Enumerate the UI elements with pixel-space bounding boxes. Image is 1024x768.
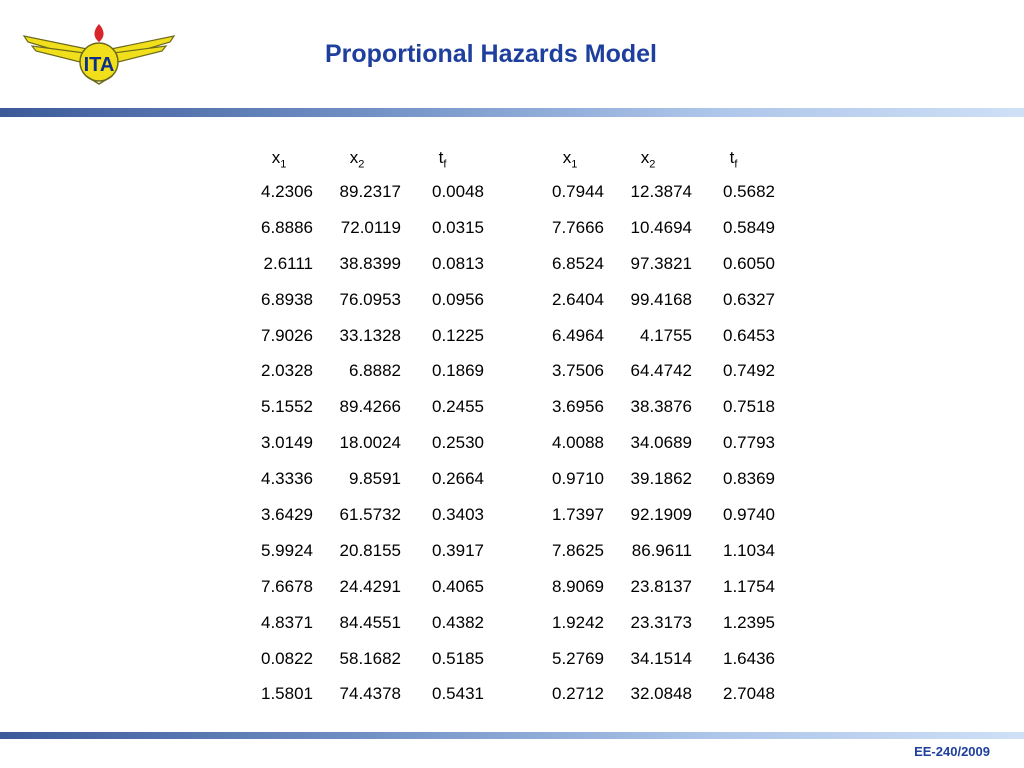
cell-x1: 2.0328 [261,361,313,381]
cell-x1: 3.0149 [261,433,313,453]
cell-tf: 1.1754 [723,576,775,596]
cell-x2: 34.1514 [630,648,692,668]
cell-tf: 0.0315 [432,217,484,237]
top-divider-band [0,108,1024,117]
cell-tf: 1.2395 [723,612,775,632]
bottom-divider-band [0,732,1024,739]
cell-x2: 23.8137 [630,576,692,596]
cell-x1: 0.2712 [552,684,604,704]
cell-x2: 6.8882 [349,361,401,381]
cell-x2: 20.8155 [339,540,401,560]
table-row [536,641,775,677]
cell-x1: 4.0088 [552,433,604,453]
cell-tf: 0.2664 [432,469,484,489]
cell-x2: 38.3876 [630,397,692,417]
cell-x1: 6.8938 [261,289,313,309]
cell-tf: 0.5682 [723,181,775,201]
cell-x2: 76.0953 [339,289,401,309]
cell-x2: 12.3874 [630,181,692,201]
cell-x1: 6.8524 [552,253,604,273]
table-row [245,605,484,641]
table-row [245,461,484,497]
cell-x1: 3.7506 [552,361,604,381]
cell-tf: 0.0956 [432,289,484,309]
cell-x1: 8.9069 [552,576,604,596]
cell-x2: 86.9611 [631,540,692,560]
cell-x2: 34.0689 [630,433,692,453]
table-row [245,210,484,246]
logo-flame [94,24,103,42]
column-header-tf: $t_f$ [438,147,447,171]
table-row [536,461,775,497]
table-row [245,318,484,354]
table-row [245,282,484,318]
table-header-row [245,144,484,174]
cell-tf: 0.7492 [723,361,775,381]
cell-tf: 0.6327 [723,289,775,309]
cell-x2: 58.1682 [339,648,401,668]
cell-tf: 0.6453 [723,325,775,345]
cell-x2: 99.4168 [630,289,692,309]
cell-x1: 1.5801 [261,684,313,704]
cell-x2: 24.4291 [339,576,401,596]
column-header-x1: $x_1$ [271,147,287,171]
table-row [536,425,775,461]
table-body-left [245,174,484,712]
cell-x1: 3.6429 [261,504,313,524]
cell-x2: 89.2317 [339,181,401,201]
cell-tf: 0.1225 [432,325,484,345]
cell-x1: 7.9026 [261,325,313,345]
table-row [536,676,775,712]
cell-x2: 38.8399 [339,253,401,273]
cell-x1: 6.4964 [552,325,604,345]
cell-tf: 0.8369 [723,469,775,489]
cell-x2: 61.5732 [339,504,401,524]
cell-x1: 4.2306 [261,181,313,201]
footer-course-code: EE-240/2009 [914,744,990,759]
column-header-x2: $x_2$ [349,147,365,171]
cell-tf: 0.2455 [432,397,484,417]
table-row [536,533,775,569]
table-row [245,389,484,425]
table-row [536,210,775,246]
table-row [536,282,775,318]
cell-x1: 2.6404 [552,289,604,309]
cell-tf: 0.0813 [432,253,484,273]
cell-x1: 0.9710 [552,469,604,489]
cell-x2: 97.3821 [630,253,692,273]
cell-x1: 6.8886 [261,217,313,237]
page-title: Proportional Hazards Model [325,40,657,68]
cell-x2: 64.4742 [630,361,692,381]
cell-x2: 23.3173 [630,612,692,632]
ita-logo [22,20,176,86]
logo-text: ITA [83,54,115,76]
cell-x2: 39.1862 [630,469,692,489]
cell-x2: 18.0024 [339,433,401,453]
cell-x2: 72.0119 [340,217,401,237]
cell-x2: 32.0848 [630,684,692,704]
cell-tf: 0.6050 [723,253,775,273]
cell-tf: 0.1869 [432,361,484,381]
column-header-tf: $t_f$ [729,147,738,171]
cell-x2: 10.4694 [630,217,692,237]
data-table-left [245,144,484,712]
cell-x2: 33.1328 [339,325,401,345]
cell-tf: 0.5185 [432,648,484,668]
cell-x1: 3.6956 [552,397,604,417]
cell-x1: 0.7944 [552,181,604,201]
cell-x2: 84.4551 [339,612,401,632]
cell-tf: 1.1034 [723,540,775,560]
cell-tf: 0.3917 [432,540,484,560]
table-row [536,569,775,605]
cell-x2: 9.8591 [349,469,401,489]
table-row [245,641,484,677]
table-row [536,318,775,354]
table-row [536,174,775,210]
cell-x1: 1.9242 [552,612,604,632]
cell-x1: 7.8625 [552,540,604,560]
table-body-right [536,174,775,712]
table-header-row [536,144,775,174]
table-row [245,533,484,569]
cell-tf: 0.9740 [723,504,775,524]
cell-x2: 92.1909 [630,504,692,524]
data-table-right [536,144,775,712]
table-row [536,246,775,282]
table-row [536,389,775,425]
cell-x2: 4.1755 [640,325,692,345]
table-row [245,497,484,533]
column-header-x1: $x_1$ [562,147,578,171]
table-row [536,605,775,641]
cell-x1: 0.0822 [261,648,313,668]
cell-tf: 0.7793 [723,433,775,453]
table-row [536,353,775,389]
cell-x1: 7.6678 [261,576,313,596]
cell-x1: 7.7666 [552,217,604,237]
cell-tf: 0.4065 [432,576,484,596]
cell-x1: 5.9924 [261,540,313,560]
cell-x1: 1.7397 [552,504,604,524]
cell-x1: 4.3336 [261,469,313,489]
cell-tf: 0.4382 [432,612,484,632]
cell-tf: 0.5849 [723,217,775,237]
table-row [245,676,484,712]
table-row [536,497,775,533]
table-row [245,569,484,605]
cell-x2: 74.4378 [339,684,401,704]
cell-x1: 5.1552 [261,397,313,417]
table-row [245,425,484,461]
table-row [245,353,484,389]
cell-tf: 0.0048 [432,181,484,201]
cell-tf: 0.3403 [432,504,484,524]
cell-x1: 2.6111 [263,253,313,273]
cell-tf: 2.7048 [723,684,775,704]
cell-x1: 5.2769 [552,648,604,668]
cell-x2: 89.4266 [339,397,401,417]
cell-tf: 0.5431 [432,684,484,704]
table-row [245,174,484,210]
cell-x1: 4.8371 [261,612,313,632]
table-row [245,246,484,282]
cell-tf: 0.7518 [723,397,775,417]
cell-tf: 0.2530 [432,433,484,453]
column-header-x2: $x_2$ [640,147,656,171]
cell-tf: 1.6436 [723,648,775,668]
